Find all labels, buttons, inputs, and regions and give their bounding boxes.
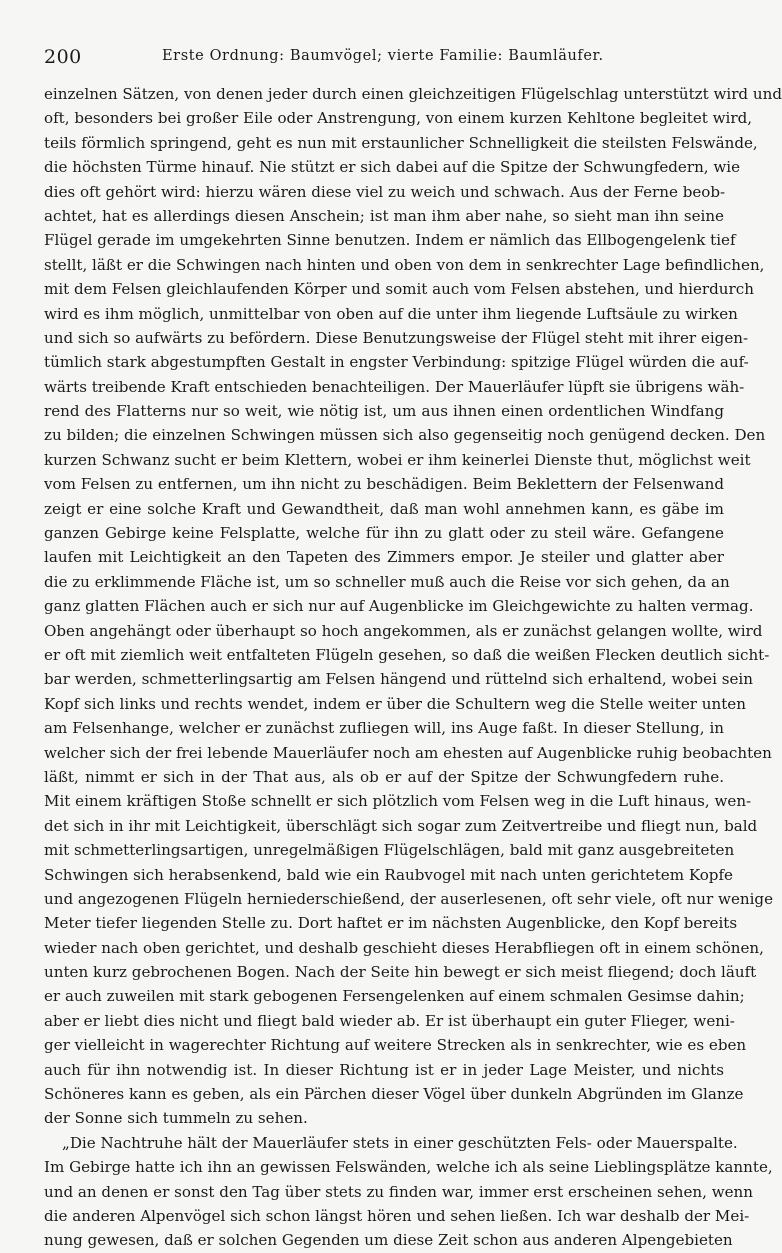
paragraph [44,82,782,1131]
text-line: wird es ihm möglich, unmittelbar von oben auf die unter ihm liegende Luftsäule zu wirken [44,304,738,323]
text-line: am Felsenhange, welcher er zunächst zufliegen will, ins Auge faßt. In dieser Stellung, in [44,719,724,738]
text-line: die zu erklimmende Fläche ist, um so schneller muß auch die Reise vor sich gehen, da an [44,572,730,591]
text-line: Im Gebirge hatte ich ihn an gewissen Felswänden, welche ich als seine Lieblingsplätze kannte, [44,1158,773,1177]
text-line: teils förmlich springend, geht es nun mit erstaunlicher Schnelligkeit die steilsten Felswände, [44,133,758,152]
text-line: die höchsten Türme hinauf. Nie stützt er sich dabei auf die Spitze der Schwungfedern, wie [44,158,741,177]
text-line: kurzen Schwanz sucht er beim Klettern, wobei er ihm keinerlei Dienste thut, möglichst weit [44,450,751,469]
text-line: mit schmetterlingsartigen, unregelmäßigen Flügelschlägen, bald mit ganz ausgebreiteten [44,841,735,860]
text-line: mit dem Felsen gleichlaufenden Körper und somit auch vom Felsen abstehen, und hierdurch [44,280,754,299]
text-line: welcher sich der frei lebende Mauerläufer noch am ehesten auf Augenblicke ruhig beobachten [44,743,772,762]
text-line: Oben angehängt oder überhaupt so hoch angekommen, als er zunächst gelangen wollte, wird [44,621,763,640]
text-line: stellt, läßt er die Schwingen nach hinten und oben von dem in senkrechter Lage befindlichen, [44,255,765,274]
text-line: einzelnen Sätzen, von denen jeder durch einen gleichzeitigen Flügelschlag unterstützt wird und [44,85,782,103]
text-line: die anderen Alpenvögel sich schon längst hören und sehen ließen. Ich war deshalb der Mei- [44,1206,750,1225]
text-line: bar werden, schmetterlingsartig am Felsen hängend und rüttelnd sich erhaltend, wobei sein [44,670,753,689]
text-line: läßt, nimmt er sich in der That aus, als ob er auf der Spitze der Schwungfedern ruhe. [44,767,724,786]
text-line: dies oft gehört wird: hierzu wären diese viel zu weich und schwach. Aus der Ferne beob- [44,182,726,201]
text-line: det sich in ihr mit Leichtigkeit, überschlägt sich sogar zum Zeitvertreibe und fliegt nun, bald [44,816,758,835]
page-number: 200 [44,46,82,68]
text-line: Flügel gerade im umgekehrten Sinne benutzen. Indem er nämlich das Ellbogengelenk tief [44,231,736,250]
text-line: Meter tiefer liegenden Stelle zu. Dort haftet er im nächsten Augenblicke, den Kopf bereits [44,914,738,933]
text-line: auch für ihn notwendig ist. In dieser Richtung ist er in jeder Lage Meister, und nichts [44,1060,724,1079]
text-line: aber er liebt dies nicht und fliegt bald wieder ab. Er ist überhaupt ein guter Flieger, weni- [44,1011,735,1030]
text-line: wieder nach oben gerichtet, und deshalb geschieht dieses Herabfliegen oft in einem schönen, [44,938,764,957]
text-line: Kopf sich links und rechts wendet, indem er über die Schultern weg die Stelle weiter unten [44,694,746,713]
text-line: Schöneres kann es geben, als ein Pärchen dieser Vögel über dunkeln Abgründen im Glanze [44,1085,744,1104]
text-line: zeigt er eine solche Kraft und Gewandtheit, daß man wohl annehmen kann, es gäbe im [44,499,724,518]
text-line: zu bilden; die einzelnen Schwingen müssen sich also gegenseitig noch genügend decken. Den [44,426,766,445]
body-text [44,82,782,1253]
text-line: tümlich stark abgestumpften Gestalt in engster Verbindung: spitzige Flügel würden die auf- [44,353,749,372]
text-line: achtet, hat es allerdings diesen Anschein; ist man ihm aber nahe, so sieht man ihn seine [44,206,724,225]
text-line: und an denen er sonst den Tag über stets zu finden war, immer erst erscheinen sehen, wenn [44,1182,753,1201]
text-line: Schwingen sich herabsenkend, bald wie ein Raubvogel mit nach unten gerichtetem Kopfe [44,865,733,884]
text-line: „Die Nachtruhe hält der Mauerläufer stets in einer geschützten Fels- oder Mauerspalte. [62,1133,738,1152]
text-line: er auch zuweilen mit stark gebogenen Fersengelenken auf einem schmalen Gesimse dahin; [44,987,745,1006]
text-line: der Sonne sich tummeln zu sehen. [44,1109,308,1128]
text-line: wärts treibende Kraft entschieden benachteiligen. Der Mauerläufer lüpft sie übrigens wäh- [44,377,745,396]
text-line: ger vielleicht in wagerechter Richtung auf weitere Strecken als in senkrechter, wie es eben [44,1036,747,1055]
paragraph [44,1131,773,1253]
text-line: nung gewesen, daß er solchen Gegenden um diese Zeit schon aus anderen Alpengebieten [44,1231,733,1250]
text-line: und angezogenen Flügeln herniederschießend, der auserlesenen, oft sehr viele, oft nur wenige [44,889,774,908]
text-line: laufen mit Leichtigkeit an den Tapeten des Zimmers empor. Je steiler und glatter aber [44,548,724,567]
text-line: unten kurz gebrochenen Bogen. Nach der Seite hin bewegt er sich meist fliegend; doch läuft [44,963,757,982]
text-line: oft, besonders bei großer Eile oder Anstrengung, von einem kurzen Kehltone begleitet wird, [44,109,753,128]
text-line: rend des Flatterns nur so weit, wie nötig ist, um aus ihnen einen ordentlichen Windfang [44,402,724,421]
text-line: ganzen Gebirge keine Felsplatte, welche für ihn zu glatt oder zu steil wäre. Gefangene [44,524,724,543]
text-line: er oft mit ziemlich weit entfalteten Flügeln gesehen, so daß die weißen Flecken deutlich sicht- [44,645,770,664]
text-line: Mit einem kräftigen Stoße schnellt er sich plötzlich vom Felsen weg in die Luft hinaus, wen- [44,792,752,811]
text-line: vom Felsen zu entfernen, um ihn nicht zu beschädigen. Beim Beklettern der Felsenwand [44,475,724,494]
text-line: ganz glatten Flächen auch er sich nur auf Augenblicke im Gleichgewichte zu halten vermag. [44,597,754,616]
running-head: Erste Ordnung: Baumvögel; vierte Familie: Baumläufer. [162,48,604,64]
text-line: und sich so aufwärts zu befördern. Diese Benutzungsweise der Flügel steht mit ihrer eigen- [44,328,749,347]
page-header [44,46,724,68]
